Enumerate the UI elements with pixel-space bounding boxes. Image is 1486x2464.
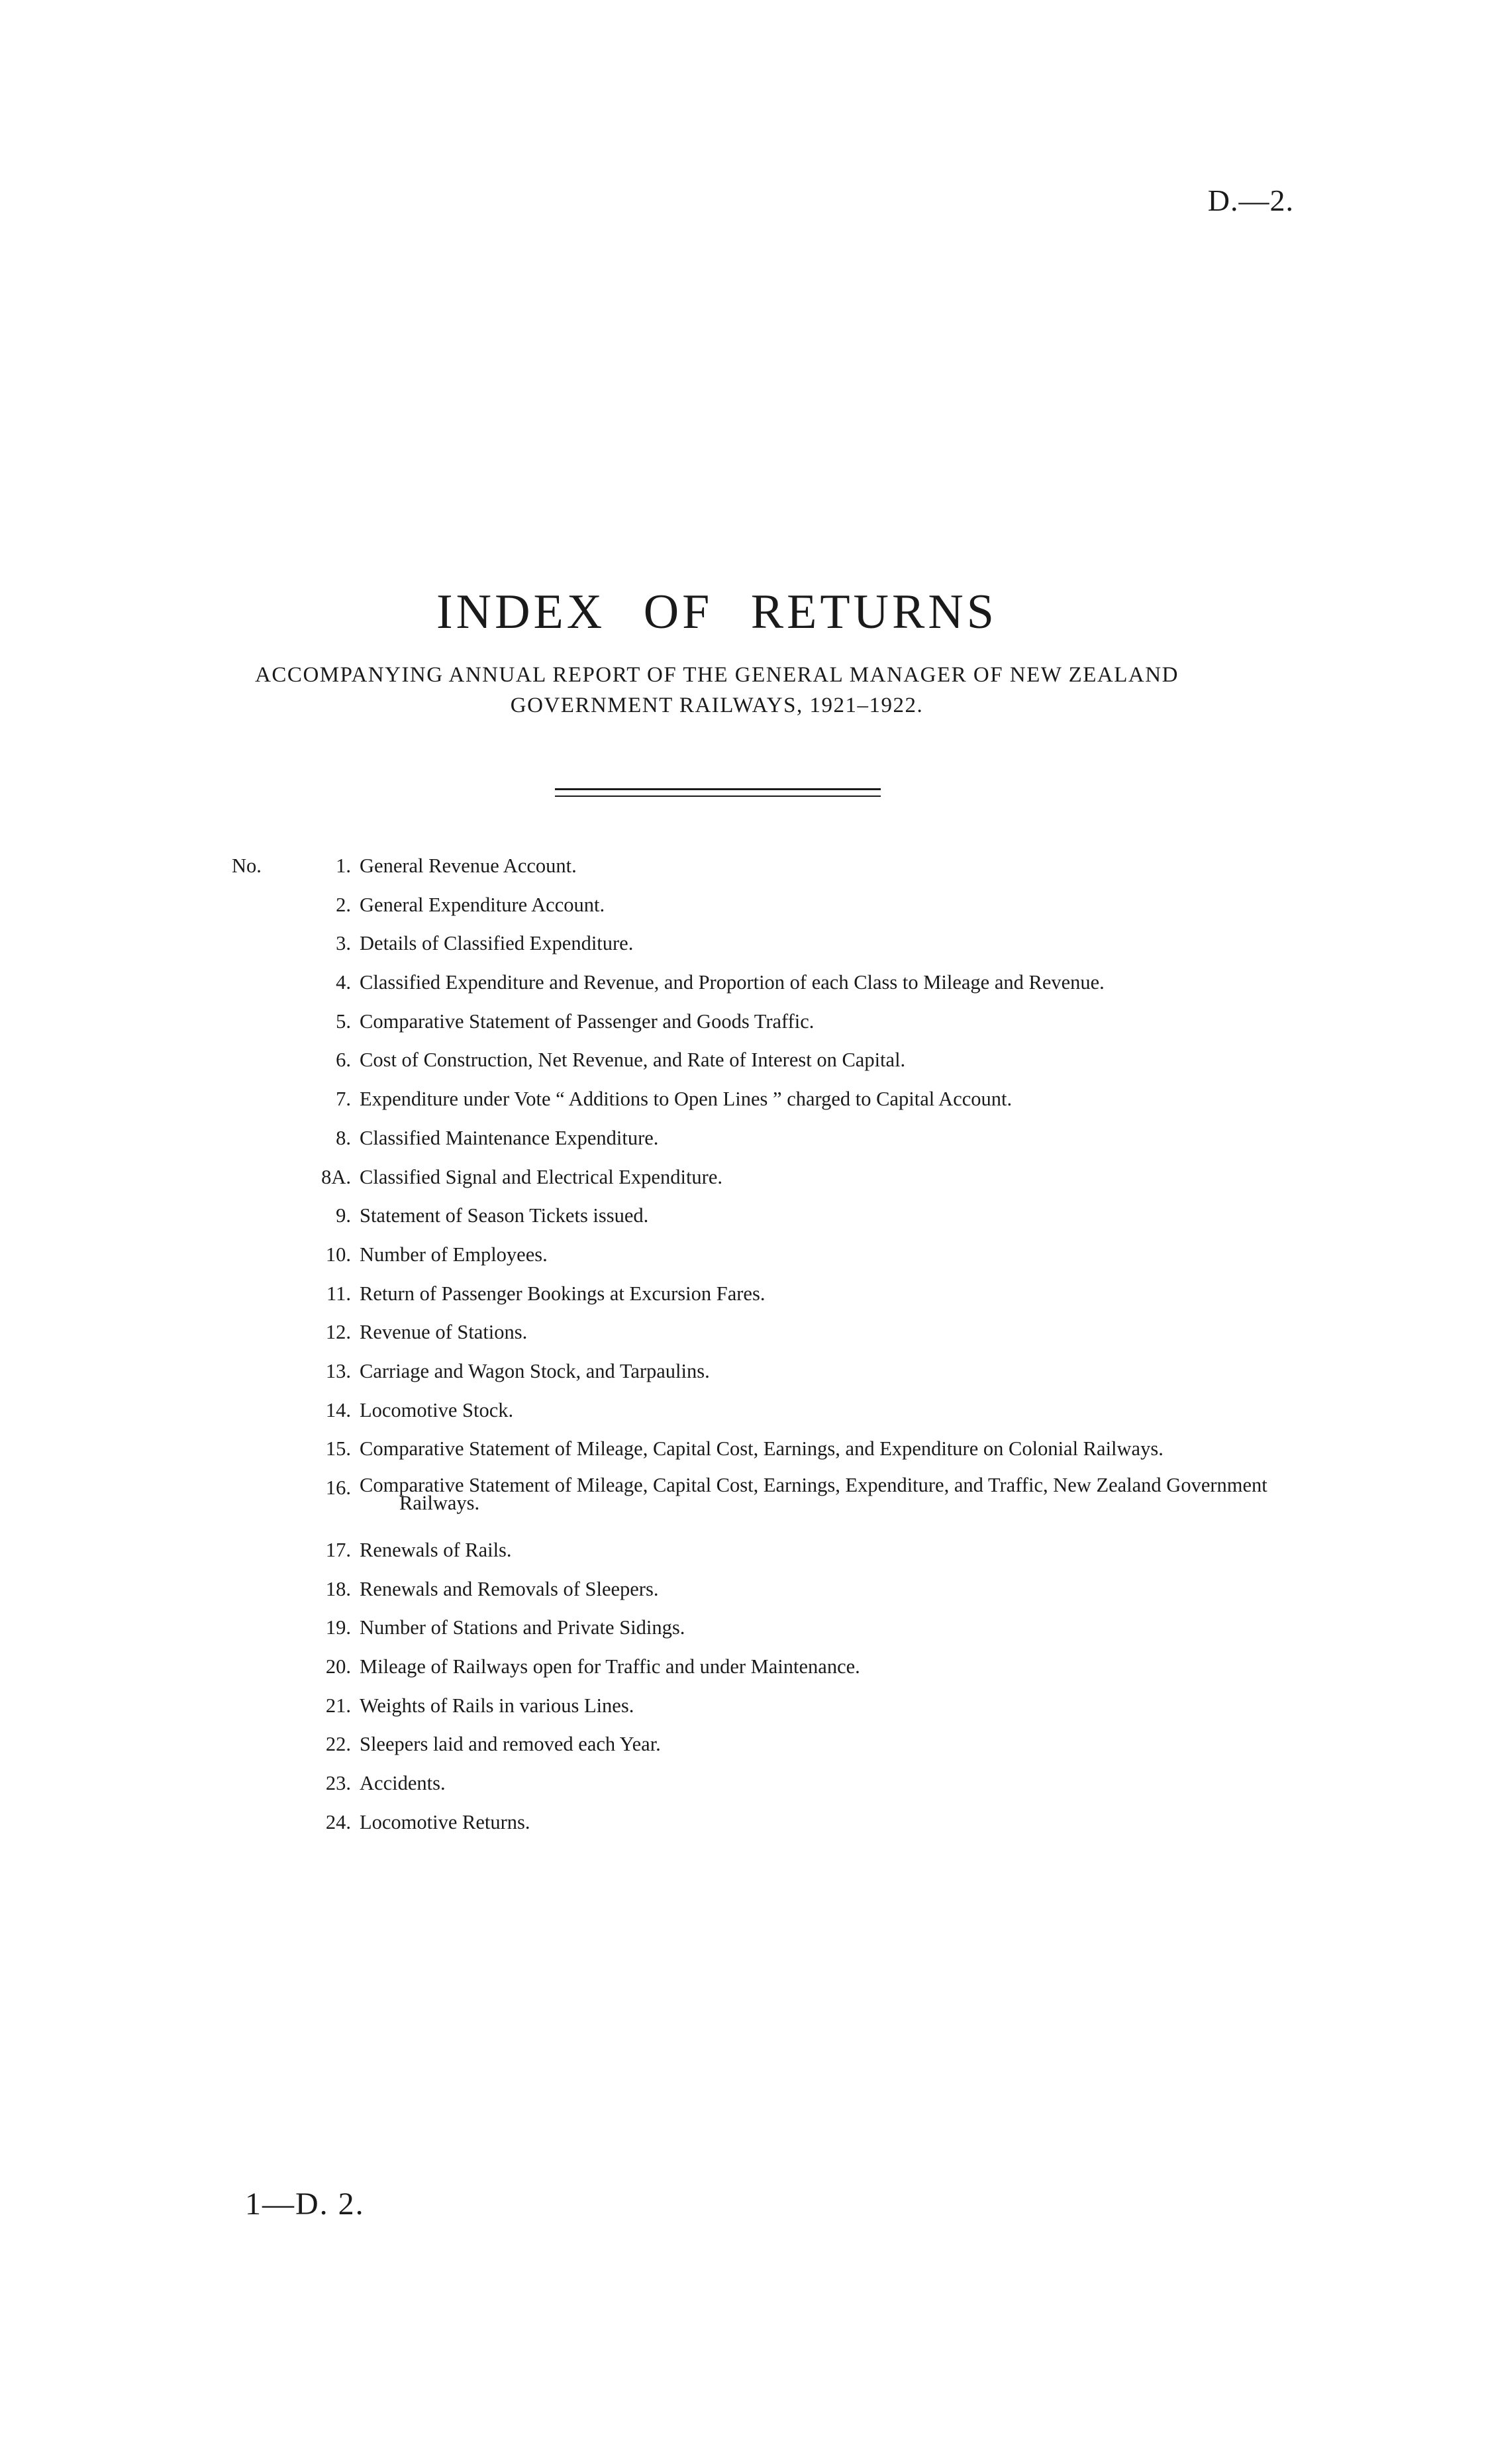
index-item-number: 16.	[325, 1476, 351, 1499]
index-item	[0, 1321, 1486, 1360]
index-item-text: Statement of Season Tickets issued.	[360, 1204, 649, 1227]
index-item-text: Mileage of Railways open for Traffic and under Maintenance.	[360, 1655, 860, 1678]
index-item	[0, 1360, 1486, 1399]
index-item-number: 7.	[336, 1088, 351, 1111]
footer-page-reference: 1—D. 2.	[245, 2186, 365, 2222]
index-item-number: 8.	[336, 1126, 351, 1149]
index-item-number: 23.	[325, 1772, 351, 1795]
index-item-text: Number of Employees.	[360, 1243, 548, 1266]
index-item-text: Accidents.	[360, 1772, 446, 1795]
index-item-number: 13.	[325, 1359, 351, 1382]
index-item-text: Classified Signal and Electrical Expenditure.	[360, 1165, 722, 1188]
index-item	[0, 971, 1486, 1010]
index-item-number: 18.	[325, 1577, 351, 1600]
index-item	[0, 1049, 1486, 1088]
index-item-text: Renewals of Rails.	[360, 1539, 512, 1561]
index-item	[0, 1772, 1486, 1811]
index-item-text: Return of Passenger Bookings at Excursion Fares.	[360, 1282, 766, 1305]
index-item	[0, 894, 1486, 933]
index-item	[0, 1616, 1486, 1655]
index-item	[0, 1811, 1486, 1850]
index-item	[0, 1694, 1486, 1733]
title-rule-bottom	[555, 796, 881, 797]
index-item-number: 9.	[336, 1204, 351, 1227]
index-item-text: Carriage and Wagon Stock, and Tarpaulins.	[360, 1359, 710, 1382]
index-item-text: Expenditure under Vote “ Additions to Open Lines ” charged to Capital Account.	[360, 1088, 1013, 1111]
index-item-number: 4.	[336, 971, 351, 994]
index-list	[0, 854, 1486, 1850]
index-item-text: Classified Expenditure and Revenue, and Proportion of each Class to Mileage and Revenue.	[360, 971, 1105, 994]
index-item-number: 8A.	[321, 1165, 351, 1188]
page-reference: D.—2.	[1207, 183, 1294, 217]
index-item-text: Comparative Statement of Passenger and Goods Traffic.	[360, 1009, 815, 1033]
index-item	[0, 1437, 1486, 1476]
index-item	[0, 1088, 1486, 1127]
index-item-number: 11.	[326, 1282, 351, 1305]
index-item	[0, 1166, 1486, 1205]
index-item-number: 10.	[325, 1243, 351, 1266]
index-item-number: 24.	[325, 1810, 351, 1833]
index-item-text: General Expenditure Account.	[360, 893, 605, 916]
index-item-text: Renewals and Removals of Sleepers.	[360, 1577, 659, 1600]
index-item	[0, 1243, 1486, 1282]
index-item-text: Locomotive Returns.	[360, 1810, 530, 1833]
index-item	[0, 1282, 1486, 1321]
index-item-text: Locomotive Stock.	[360, 1398, 514, 1421]
index-item	[0, 1733, 1486, 1772]
index-item-text: General Revenue Account.	[360, 854, 577, 877]
index-item-text: Cost of Construction, Net Revenue, and Rate of Interest on Capital.	[360, 1049, 906, 1072]
index-item-number: 3.	[336, 932, 351, 955]
index-item-text: Comparative Statement of Mileage, Capital Cost, Earnings, and Expenditure on Colonial Railways.	[360, 1437, 1164, 1461]
index-item-number: 1.	[336, 854, 351, 877]
index-item-text: Classified Maintenance Expenditure.	[360, 1126, 659, 1149]
index-item	[0, 1539, 1486, 1578]
index-prefix: No.	[232, 854, 262, 877]
index-item	[0, 1204, 1486, 1243]
index-item-text: Details of Classified Expenditure.	[360, 932, 634, 955]
subtitle-line-2: GOVERNMENT RAILWAYS, 1921–1922.	[510, 693, 924, 717]
index-item-number: 12.	[325, 1321, 351, 1344]
index-item-text: Number of Stations and Private Sidings.	[360, 1616, 685, 1639]
title-rule-top	[555, 788, 881, 790]
index-item	[0, 1578, 1486, 1617]
subtitle-line-1: ACCOMPANYING ANNUAL REPORT OF THE GENERAL MANAGER OF NEW ZEALAND	[255, 663, 1179, 687]
index-item-number: 20.	[325, 1655, 351, 1678]
index-item-text: Weights of Rails in various Lines.	[360, 1694, 634, 1717]
index-item	[0, 1476, 1486, 1539]
index-item-number: 17.	[325, 1539, 351, 1561]
document-subtitle	[0, 660, 1434, 721]
index-item-text: Sleepers laid and removed each Year.	[360, 1733, 661, 1756]
index-item-number: 19.	[325, 1616, 351, 1639]
index-item-number: 5.	[336, 1009, 351, 1033]
index-item	[0, 1399, 1486, 1438]
document-title: INDEX OF RETURNS	[436, 585, 997, 639]
index-item-number: 6.	[336, 1049, 351, 1072]
index-item-number: 21.	[325, 1694, 351, 1717]
index-item	[0, 854, 1486, 894]
index-item	[0, 1127, 1486, 1166]
index-item-number: 2.	[336, 893, 351, 916]
index-item	[0, 1655, 1486, 1694]
index-item-number: 22.	[325, 1733, 351, 1756]
index-item	[0, 932, 1486, 971]
index-item	[0, 1010, 1486, 1049]
index-item-number: 15.	[325, 1437, 351, 1461]
index-item-text: Comparative Statement of Mileage, Capital Cost, Earnings, Expenditure, and Traffic, New Zealand Government Railways.	[360, 1474, 1267, 1514]
index-item-text: Revenue of Stations.	[360, 1321, 528, 1344]
index-item-number: 14.	[325, 1398, 351, 1421]
